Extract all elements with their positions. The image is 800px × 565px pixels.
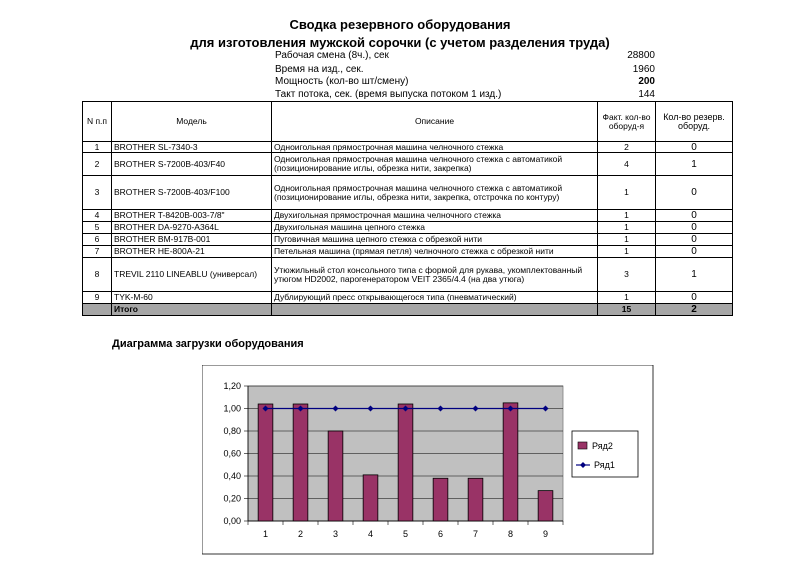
equipment-table bbox=[82, 101, 733, 316]
cell-fact: 4 bbox=[598, 153, 656, 176]
cell-num bbox=[83, 304, 112, 316]
cell-model: BROTHER S-7200B-403/F40 bbox=[112, 153, 272, 176]
bar bbox=[258, 404, 273, 521]
cell-reserve: 1 bbox=[656, 153, 733, 176]
cell-desc: Двухигольная машина цепного стежка bbox=[272, 222, 598, 234]
chart-section-title: Диаграмма загрузки оборудования bbox=[112, 338, 304, 350]
cell-reserve: 0 bbox=[656, 210, 733, 222]
bar bbox=[398, 404, 413, 521]
title-line-1: Сводка резервного оборудования bbox=[289, 17, 511, 32]
cell-desc: Дублирующий пресс открывающегося типа (пневматический) bbox=[272, 292, 598, 304]
cell-fact: 2 bbox=[598, 142, 656, 153]
cell-fact: 1 bbox=[598, 176, 656, 210]
cell-desc: Двухигольная прямострочная машина челночного стежка bbox=[272, 210, 598, 222]
cell-desc: Пуговичная машина цепного стежка с обрезкой нити bbox=[272, 234, 598, 246]
x-tick-label: 3 bbox=[332, 529, 339, 539]
param-label: Мощность (кол-во шт/смену) bbox=[275, 76, 409, 87]
param-value: 200 bbox=[638, 76, 655, 87]
bar bbox=[293, 404, 308, 521]
table-row bbox=[83, 234, 733, 246]
cell-num: 9 bbox=[83, 292, 112, 304]
x-tick-label: 8 bbox=[507, 529, 514, 539]
bar bbox=[468, 478, 483, 521]
cell-reserve: 0 bbox=[656, 234, 733, 246]
cell-reserve: 0 bbox=[656, 222, 733, 234]
bar bbox=[538, 491, 553, 521]
param-label: Рабочая смена (8ч.), сек bbox=[275, 50, 389, 61]
cell-num: 1 bbox=[83, 142, 112, 153]
cell-desc: Утюжильный стол консольного типа с формой для рукава, укомплектованный утюгом HD2002, парогенератором VEIT 2365/4.4 (на два утюга) bbox=[272, 258, 598, 292]
cell-num: 2 bbox=[83, 153, 112, 176]
header-fact: Факт. кол-во оборуд-я bbox=[598, 102, 656, 142]
x-tick-label: 6 bbox=[437, 529, 444, 539]
y-tick-label: 0,60 bbox=[223, 448, 241, 459]
table-row bbox=[83, 210, 733, 222]
cell-fact: 1 bbox=[598, 222, 656, 234]
header-reserve: Кол-во резерв. оборуд. bbox=[656, 102, 733, 142]
cell-reserve: 0 bbox=[656, 292, 733, 304]
cell-reserve: 0 bbox=[656, 176, 733, 210]
cell-reserve: 0 bbox=[656, 142, 733, 153]
legend-label: Ряд1 bbox=[594, 460, 615, 470]
cell-desc bbox=[272, 304, 598, 316]
cell-reserve: 1 bbox=[656, 258, 733, 292]
header-model: Модель bbox=[112, 102, 272, 142]
bar bbox=[503, 403, 518, 521]
table-row bbox=[83, 292, 733, 304]
bar bbox=[328, 431, 343, 521]
x-tick-label: 1 bbox=[262, 529, 269, 539]
cell-num: 5 bbox=[83, 222, 112, 234]
param-shift bbox=[275, 50, 655, 63]
y-tick-label: 0,20 bbox=[223, 493, 241, 504]
param-label: Такт потока, сек. (время выпуска потоком 1 изд.) bbox=[275, 89, 502, 100]
table-header-row bbox=[83, 102, 733, 142]
bar bbox=[433, 478, 448, 521]
total-reserve: 2 bbox=[656, 304, 733, 316]
table-row bbox=[83, 246, 733, 258]
cell-desc: Одноигольная прямострочная машина челночного стежка с автоматикой (позиционирование иглы, обрезка нити, закрепка) bbox=[272, 153, 598, 176]
table-row bbox=[83, 222, 733, 234]
cell-desc: Одноигольная прямострочная машина челночного стежка bbox=[272, 142, 598, 153]
total-label: Итого bbox=[112, 304, 272, 316]
x-tick-label: 4 bbox=[367, 529, 374, 539]
cell-fact: 3 bbox=[598, 258, 656, 292]
x-tick-label: 7 bbox=[472, 529, 479, 539]
cell-desc: Петельная машина (прямая петля) челночного стежка с обрезкой нити bbox=[272, 246, 598, 258]
y-tick-label: 0,00 bbox=[223, 516, 241, 526]
header-desc: Описание bbox=[272, 102, 598, 142]
cell-num: 8 bbox=[83, 258, 112, 292]
x-tick-label: 9 bbox=[542, 529, 549, 539]
y-tick-label: 1,00 bbox=[223, 403, 241, 414]
cell-fact: 1 bbox=[598, 234, 656, 246]
param-capacity bbox=[275, 76, 655, 89]
total-fact: 15 bbox=[598, 304, 656, 316]
cell-desc: Одноигольная прямострочная машина челночного стежка с автоматикой (позиционирование иглы, обрезка нити, закрепка, отстрочка по контуру) bbox=[272, 176, 598, 210]
param-value: 28800 bbox=[627, 50, 655, 61]
legend-swatch-bar bbox=[578, 442, 587, 449]
param-label: Время на изд., сек. bbox=[275, 64, 364, 75]
table-row bbox=[83, 153, 733, 176]
table-row bbox=[83, 176, 733, 210]
cell-num: 6 bbox=[83, 234, 112, 246]
legend-box bbox=[572, 431, 638, 477]
param-value: 1960 bbox=[632, 64, 655, 75]
cell-model: BROTHER SL-7340-3 bbox=[112, 142, 272, 153]
cell-num: 4 bbox=[83, 210, 112, 222]
legend-label: Ряд2 bbox=[592, 441, 613, 451]
cell-fact: 1 bbox=[598, 246, 656, 258]
header-num: N п.п bbox=[83, 102, 112, 142]
cell-model: TYK-M-60 bbox=[112, 292, 272, 304]
cell-model: BROTHER HE-800A-21 bbox=[112, 246, 272, 258]
table-row bbox=[83, 142, 733, 153]
x-tick-label: 5 bbox=[402, 529, 409, 539]
y-tick-label: 1,20 bbox=[223, 381, 241, 391]
bar bbox=[363, 475, 378, 521]
param-value: 144 bbox=[638, 89, 655, 100]
y-tick-label: 0,40 bbox=[223, 471, 241, 481]
cell-num: 3 bbox=[83, 176, 112, 210]
cell-fact: 1 bbox=[598, 292, 656, 304]
x-tick-label: 2 bbox=[297, 529, 304, 539]
table-total-row bbox=[83, 304, 733, 316]
cell-fact: 1 bbox=[598, 210, 656, 222]
cell-model: BROTHER T-8420B-003-7/8" bbox=[112, 210, 272, 222]
cell-model: BROTHER DA-9270-A364L bbox=[112, 222, 272, 234]
cell-num: 7 bbox=[83, 246, 112, 258]
cell-reserve: 0 bbox=[656, 246, 733, 258]
y-tick-label: 0,80 bbox=[223, 426, 241, 436]
table-row bbox=[83, 258, 733, 292]
cell-model: BROTHER BM-917B-001 bbox=[112, 234, 272, 246]
title-line-2: для изготовления мужской сорочки (с учетом разделения труда) bbox=[190, 35, 610, 50]
cell-model: BROTHER S-7200B-403/F100 bbox=[112, 176, 272, 210]
load-chart bbox=[202, 365, 654, 555]
cell-model: TREVIL 2110 LINEABLU (универсал) bbox=[112, 258, 272, 292]
